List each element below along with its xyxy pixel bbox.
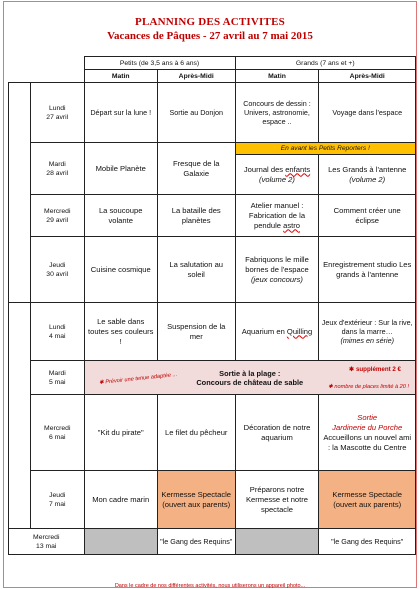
supplement-note: ✱ supplément 2 € [349,366,401,373]
activity-cell: Enregistrement studio Les grands à l'antenne [319,237,416,303]
header-grands: Grands (7 ans et +) [235,57,415,70]
day-cell: Mercredi 29 avril [31,195,84,237]
activity-cell: Le filet du pêcheur [157,395,235,471]
planning-table [8,56,416,555]
kermesse-cell: Kermesse Spectacle (ouvert aux parents) [319,471,416,529]
activity-cell: La bataille des planètes [157,195,235,237]
activity-cell: "le Gang des Requins" [319,529,416,555]
day-cell: Mardi 28 avril [31,143,84,195]
header-grands-apres-midi: Après-Midi [319,70,416,83]
header-grands-matin: Matin [235,70,319,83]
table-row [9,303,416,361]
activity-cell: Départ sur la lune ! [84,83,157,143]
day-cell: Mercredi 6 mai [31,395,84,471]
page-subtitle: Vacances de Pâques - 27 avril au 7 mai 2015 [107,30,313,42]
activity-cell: Mobile Planète [84,143,157,195]
activity-cell: Atelier manuel : Fabrication de la pendule astro [235,195,319,237]
day-cell: Jeudi 30 avril [31,237,84,303]
activity-cell: "le Gang des Requins" [157,529,235,555]
sortie-plage-cell: Sortie à la plage : Concours de château de sable ✱ Prévoir une tenue adaptée ... ✱ supplément 2 € ✱ nombre de places limité à 20 ! [84,361,416,395]
day-cell: Jeudi 7 mai [31,471,84,529]
places-note: ✱ nombre de places limité à 20 ! [328,384,409,390]
empty-grey-cell [84,529,157,555]
theme-marin [9,303,31,529]
day-cell: Mardi 5 mai [31,361,84,395]
activity-cell: Fabriquons le mille bornes de l'espace (jeux concours) [235,237,319,303]
empty-grey-cell [235,529,319,555]
activity-cell: Le sable dans toutes ses couleurs ! [84,303,157,361]
header-petits: Petits (de 3,5 ans à 6 ans) [84,57,235,70]
activity-cell: "Kit du pirate" [84,395,157,471]
kermesse-cell: Kermesse Spectacle (ouvert aux parents) [157,471,235,529]
activity-cell: Comment créer une éclipse [319,195,416,237]
activity-cell: Aquarium en Quilling [235,303,319,361]
activity-cell: Sortie au Donjon [157,83,235,143]
header-petits-apres-midi: Après-Midi [157,70,235,83]
activity-cell: Suspension de la mer [157,303,235,361]
tenue-note: ✱ Prévoir une tenue adaptée ... [98,371,177,387]
activity-cell: Fresque de la Galaxie [157,143,235,195]
activity-cell: Mon cadre marin [84,471,157,529]
footer-note: Dans le cadre de nos différentes activités, nous utiliserons un appareil photo... [114,583,306,589]
day-cell: Lundi 4 mai [31,303,84,361]
activity-cell: Préparons notre Kermesse et notre spectacle [235,471,319,529]
page-title: PLANNING DES ACTIVITES [135,16,285,28]
day-cell: Mercredi 13 mai [9,529,85,555]
activity-cell: Les Grands à l'antenne (volume 2) [319,155,416,195]
activity-cell: Sortie Jardinerie du Porche Accueillons un nouvel ami : la Mascotte du Centre [319,395,416,471]
theme-espace [9,83,31,303]
day-cell: Lundi 27 avril [31,83,84,143]
activity-cell: Journal des enfants (volume 2) [235,155,319,195]
activity-cell: Décoration de notre aquarium [235,395,319,471]
activity-cell: Jeux d'extérieur : Sur la rive, dans la marre… (mimes en série) [319,303,416,361]
activity-cell: Concours de dessin : Univers, astronomie, espace .. [235,83,319,143]
table-row [9,83,416,143]
reporters-banner: En avant les Petits Reporters ! [235,143,415,155]
header-petits-matin: Matin [84,70,157,83]
activity-cell: La soucoupe volante [84,195,157,237]
activity-cell: Voyage dans l'espace [319,83,416,143]
activity-cell: La salutation au soleil [157,237,235,303]
activity-cell: Cuisine cosmique [84,237,157,303]
